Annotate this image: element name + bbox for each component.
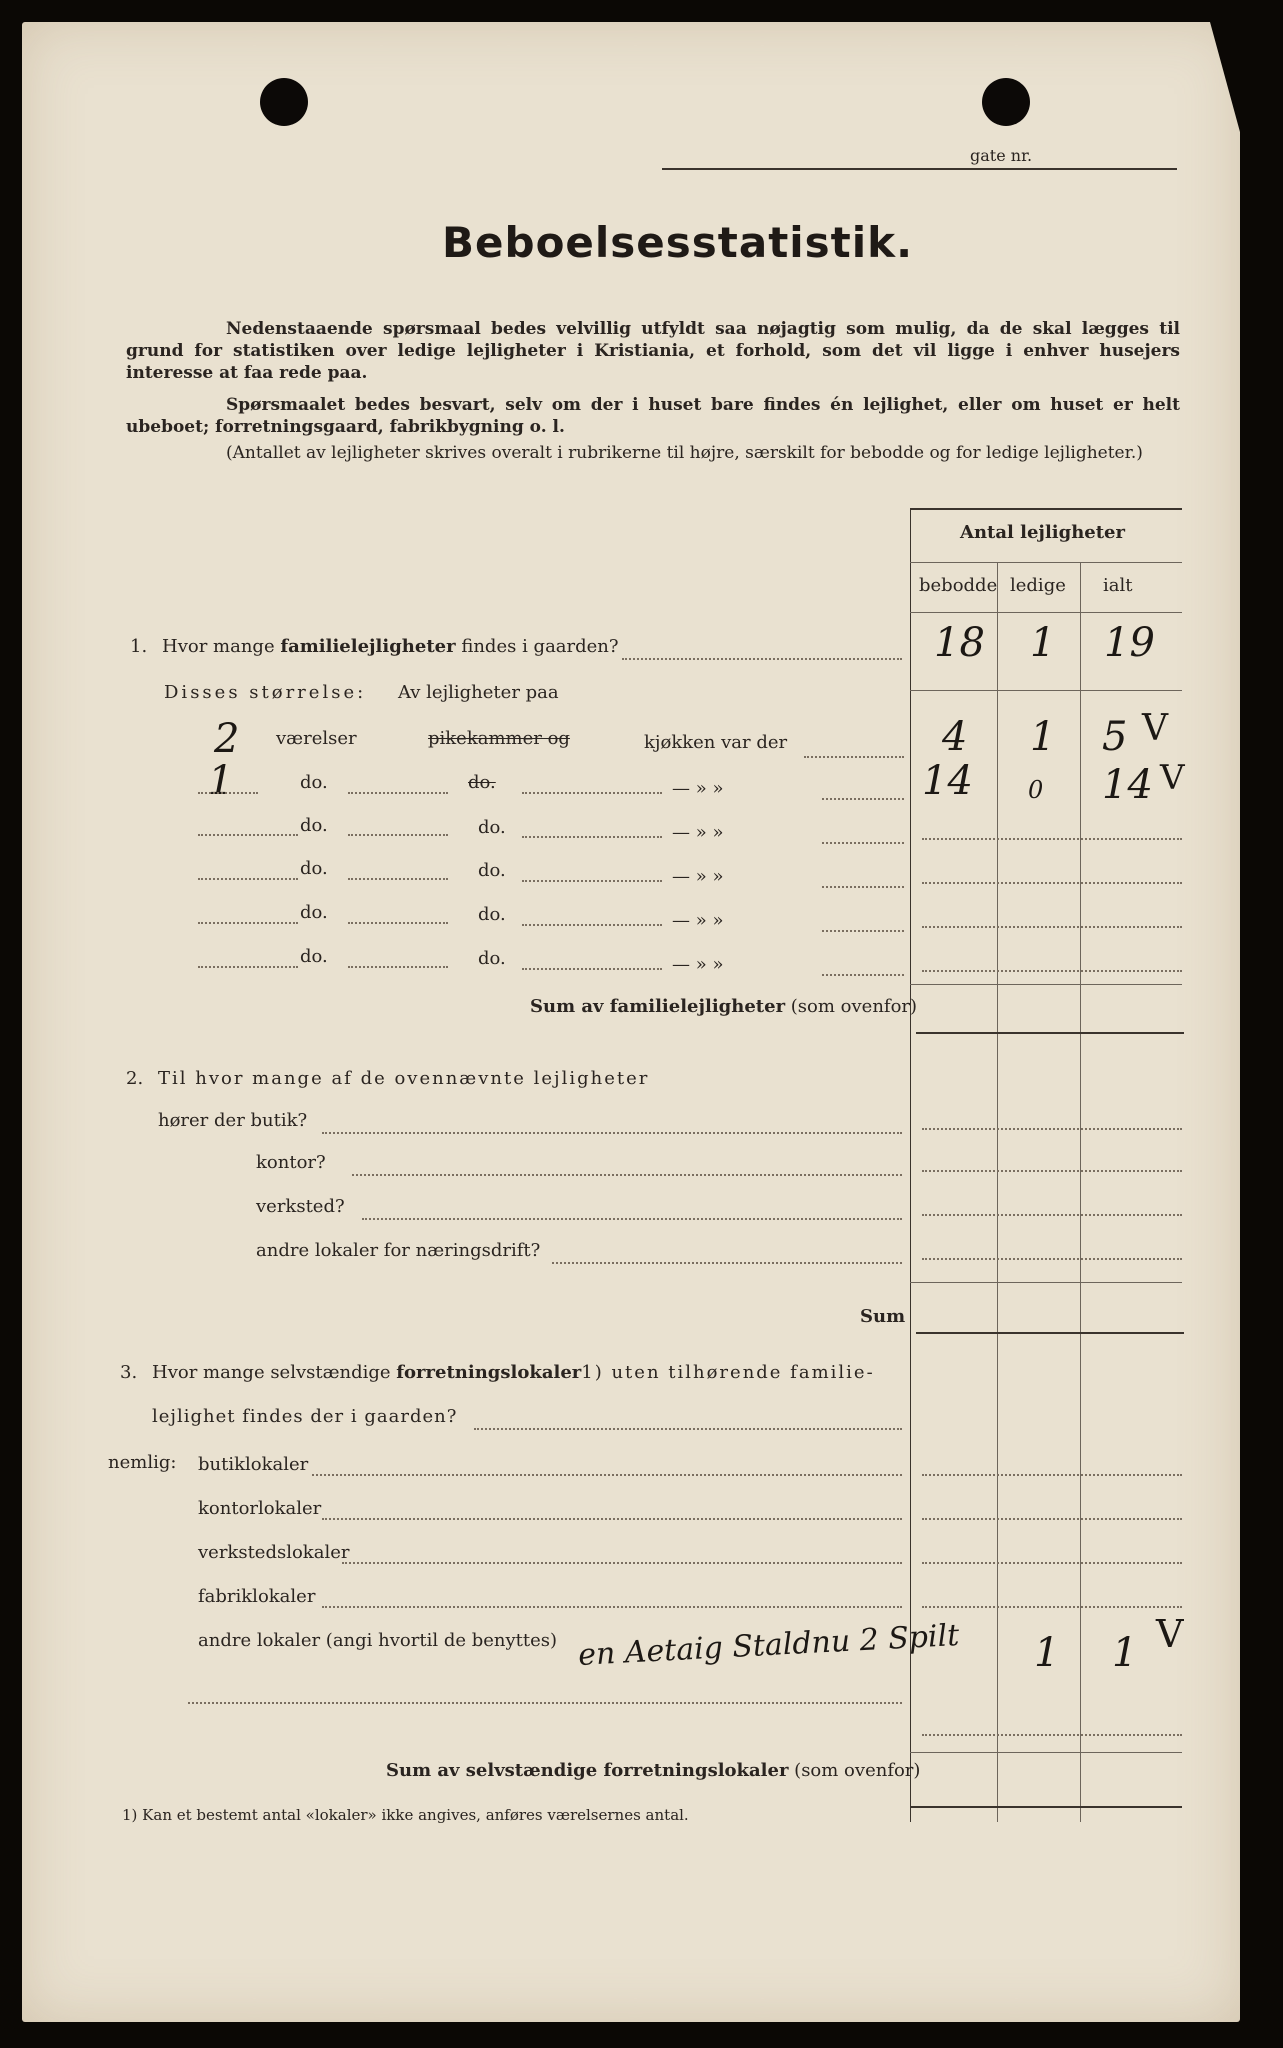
row-dots [822,798,904,800]
intro-paragraph-2: Spørsmaalet bedes besvart, selv om der i huset bare findes én lejlighet, eller om huset er helt ubeboet; forretningsgaard, fabrikbygning o. l. [126,395,1180,437]
col-a-dots [348,878,448,880]
q3-table-dots-1 [922,1474,1182,1476]
col-divider-1 [997,562,998,1822]
q1-size-label-2: Av lejligheter paa [398,682,559,703]
gate-nr-label: gate nr. [970,146,1033,165]
q3-item-andre: andre lokaler (angi hvortil de benyttes) [198,1630,558,1651]
q3-sum-top-line [910,1752,1182,1753]
q1-leader-dots [622,658,902,660]
footnote: 1) Kan et bestemt antal «lokaler» ikke angives, anføres værelsernes antal. [122,1806,689,1824]
q3-table-dots-5 [922,1734,1182,1736]
punch-hole-right [982,78,1030,126]
row-dots [822,974,904,976]
q3-sum-bottom-line [910,1806,1182,1808]
bebodde-value: 4 [942,714,968,760]
col-header-bebodde: bebodde [919,575,998,596]
q2-dots-butik [322,1132,902,1134]
col-header-ledige: ledige [1010,575,1066,596]
rooms-dots [198,966,298,968]
q1-bebodde-value: 18 [934,620,985,666]
col-b-dots [522,880,662,882]
q2-table-dots-1 [922,1128,1182,1130]
col-c: — » » [672,954,724,975]
row-dots [822,886,904,888]
intro-paragraph-1: Nedenstaaende spørsmaal bedes velvillig utfyldt saa nøjagtig som mulig, da de skal lægges til grund for statistiken over ledige lejligheter i Kristiania, et forhold, som det vil ligge i enhver husejers interesse at faa rede paa. [126,319,1180,383]
row-dots [822,930,904,932]
q1-size-label: Disses størrelse: [164,682,367,703]
rooms-dots [198,834,298,836]
table-dots [922,926,1182,928]
rooms-dots [198,922,298,924]
col-b-dots [522,924,662,926]
col-b-struck: do. [468,772,496,793]
col-a: do. [300,946,328,967]
q3-line1 [152,1362,875,1383]
q3-number: 3. [120,1362,138,1383]
q3-andre-ledige: 1 [1034,1630,1060,1676]
q3-line1-c: 1) uten tilhørende familie- [581,1362,875,1383]
q3-handwritten-use: en Aetaig Staldnu 2 Spilt [577,1618,961,1673]
q2-dots-andre [552,1262,902,1264]
col-a-dots [348,834,448,836]
col-b: do. [478,904,506,925]
q2-table-dots-2 [922,1170,1182,1172]
ialt-value: 5 [1102,714,1128,760]
col-c: kjøkken var der [644,732,788,753]
ledige-value: 1 [1030,714,1056,760]
q3-table-dots-4 [922,1606,1182,1608]
q2-sum-top-line [910,1282,1182,1283]
q3-sum-a: Sum av selvstændige forretningslokaler [386,1760,789,1781]
col-a: do. [300,772,328,793]
q1-sum-label [530,996,917,1017]
q2-number: 2. [126,1068,144,1089]
col-c: — » » [672,910,724,931]
col-header-ialt: ialt [1103,575,1133,596]
q3-item-butik: butiklokaler [198,1454,309,1475]
rooms-dots [198,878,298,880]
q3-dots-butik [312,1474,902,1476]
q3-line1-a: Hvor mange selvstændige [152,1362,397,1383]
q3-extra-dots [188,1702,902,1704]
col-c: — » » [672,778,724,799]
q3-item-kontor: kontorlokaler [198,1498,322,1519]
q3-line2-dots [474,1428,902,1430]
q1-sum-b: (som ovenfor) [785,996,918,1017]
punch-hole-left [260,78,308,126]
q2-table-dots-4 [922,1258,1182,1260]
q3-line1-b: forretningslokaler [396,1362,582,1383]
col-c: — » » [672,822,724,843]
q3-nemlig: nemlig: [108,1452,177,1473]
rooms-value: 1 [208,758,234,804]
q2-line1: Til hvor mange af de ovennævnte lejligheter [158,1068,650,1089]
rooms-dots [198,792,258,794]
q1-sum-top-line [910,984,1182,985]
q2-dots-verksted [362,1218,902,1220]
table-group-header: Antal lejligheter [960,522,1125,543]
q3-andre-ialt: 1 [1112,1630,1138,1676]
q1-row-line [910,690,1182,691]
q3-dots-verksted [342,1562,902,1564]
q1-number: 1. [130,636,148,657]
row-dots [822,842,904,844]
bebodde-value: 14 [922,758,973,804]
q2-table-dots-3 [922,1214,1182,1216]
table-dots [922,838,1182,840]
col-divider-2 [1080,562,1081,1822]
gate-nr-line [662,168,1177,170]
q2-dots-kontor [352,1174,902,1176]
q1-text-a: Hvor mange [162,636,281,657]
col-a: do. [300,858,328,879]
q1-sum-a: Sum av familielejligheter [530,996,786,1017]
q2-item-kontor: kontor? [256,1152,326,1173]
q3-andre-check: V [1156,1612,1184,1656]
col-a: værelser [276,728,357,749]
check-mark: V [1160,758,1185,798]
row-dots [804,756,904,758]
col-b-dots [522,792,662,794]
col-b: do. [478,860,506,881]
q3-dots-kontor [322,1518,902,1520]
col-a-dots [348,966,448,968]
q1-text-c: findes i gaarden? [455,636,619,657]
q1-sum-bottom-line [916,1032,1184,1034]
col-a-dots [348,792,448,794]
q3-item-fabrik: fabriklokaler [198,1586,316,1607]
ialt-value: 14 [1102,762,1153,808]
col-b-struck: pikekammer og [428,728,570,749]
q3-line2: lejlighet findes der i gaarden? [152,1406,458,1427]
col-a: do. [300,815,328,836]
q3-sum-label [386,1760,920,1781]
q2-item-verksted: verksted? [256,1196,345,1217]
ledige-value: 0 [1028,776,1044,804]
intro-paragraph-3: (Antallet av lejligheter skrives overalt i rubrikerne til højre, særskilt for bebodde og for ledige lejligheter.) [226,443,1143,463]
q1-ledige-value: 1 [1030,620,1056,666]
q3-table-dots-3 [922,1562,1182,1564]
page-title: Beboelsesstatistik. [442,218,914,267]
col-b: do. [478,948,506,969]
col-b-dots [522,968,662,970]
col-c: — » » [672,866,724,887]
table-header-divider [910,562,1182,563]
col-a: do. [300,902,328,923]
table-dots [922,882,1182,884]
q2-sum-bottom-line [916,1332,1184,1334]
table-dots [922,970,1182,972]
q1-question [162,636,619,657]
check-mark: V [1142,708,1168,749]
col-a-dots [348,922,448,924]
q3-table-dots-2 [922,1518,1182,1520]
q2-sum-label: Sum [860,1306,906,1327]
q1-text-b: familielejligheter [280,636,456,657]
form-sheet [22,22,1240,2022]
q2-item-butik: hører der butik? [158,1110,308,1131]
col-b: do. [478,817,506,838]
q3-sum-b: (som ovenfor) [788,1760,921,1781]
q3-item-verksted: verkstedslokaler [198,1542,350,1563]
q1-ialt-value: 19 [1104,620,1155,666]
q2-item-andre: andre lokaler for næringsdrift? [256,1240,541,1261]
q3-dots-fabrik [322,1606,902,1608]
table-header-bottom [910,612,1182,613]
table-top-line [910,508,1182,510]
rooms-value: 2 [214,716,240,762]
col-b-dots [522,836,662,838]
